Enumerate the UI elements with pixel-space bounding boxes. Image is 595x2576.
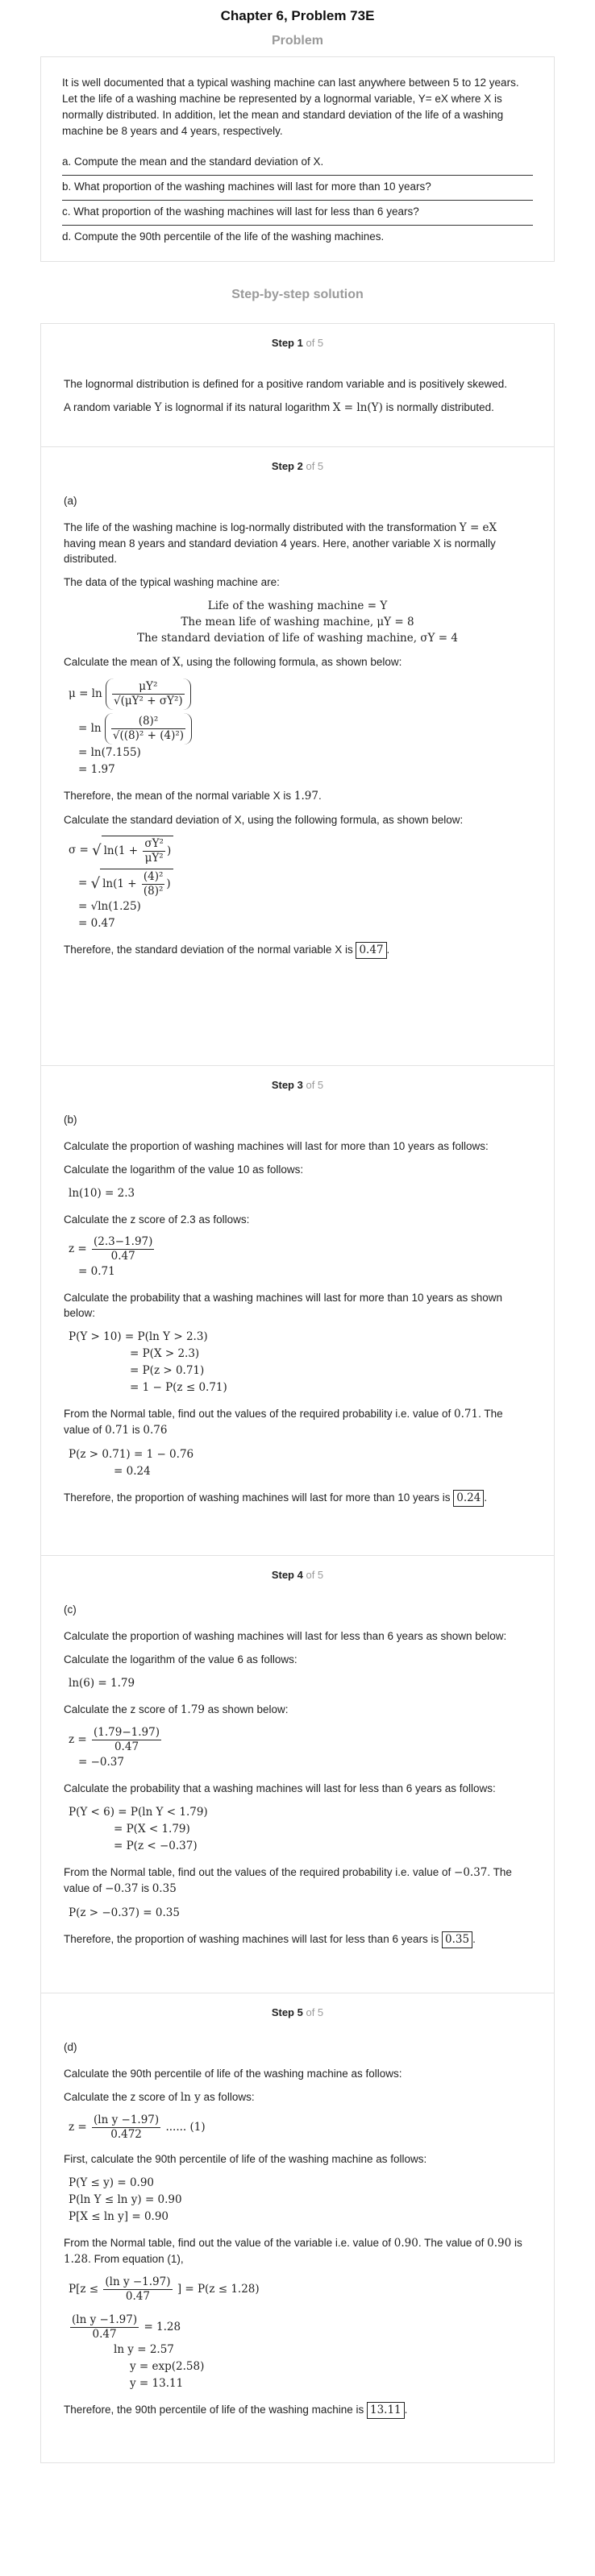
step-number: Step 2 [271,460,303,472]
step-number: Step 1 [271,337,303,349]
chapter-title: Chapter 6, Problem 73E [220,8,375,23]
probability-equation: P(Y > 10) = P(ln Y > 2.3) = P(X > 2.3) = P(z > 0.71) = 1 − P(z ≤ 0.71) [69,1330,227,1394]
data-list [64,598,531,646]
step-of: of 5 [306,337,324,349]
step-text: From the Normal table, find out the values of the required probability i.e. value of −0.37. The value of −0.37 is 0.35 [64,1866,512,1895]
data-item: The mean life of washing machine, μY = 8 [181,616,414,628]
answer-box: 13.11 [367,2402,405,2419]
solution-label: Step-by-step solution [231,288,364,301]
answer-box: 0.35 [442,1931,472,1948]
data-item: The standard deviation of life of washing machine, σY = 4 [137,632,458,645]
step-text: Therefore, the proportion of washing machines will last for less than 6 years is 0.35 . [64,1931,531,1948]
bracket-equation: P[z ≤ $\frac{\text{(ln y −1.97)}}{0.47}$ ] = P(z ≤ 1.28) [69,2275,260,2303]
step-text: Calculate the logarithm of the value 6 as follows: [64,1653,298,1665]
step-text: Calculate the probability that a washing machines will last for less than 6 years as follows: [64,1782,496,1794]
log-equation: ln(10) = 2.3 [69,1187,135,1200]
step-text: A random variable Y is lognormal if its natural logarithm X = ln(Y) is normally distributed. [64,401,494,414]
answer-box: 0.24 [453,1490,484,1507]
step-text: Calculate the z score of ln y as follows: [64,2091,255,2104]
step-number: Step 4 [271,1569,303,1581]
step-header [64,447,531,488]
problem-box [40,56,555,262]
step-text: Therefore, the 90th percentile of life of the washing machine is 13.11 . [64,2402,531,2419]
result-equation: P(z > 0.71) = 1 − 0.76 = 0.24 [69,1448,194,1478]
step-of: of 5 [306,2006,324,2018]
step-text: Calculate the 90th percentile of life of the washing machine as follows: [64,2068,402,2080]
percentile-equation: P(Y ≤ y) = 0.90 P(ln Y ≤ ln y) = 0.90 P[X ≤ ln y] = 0.90 [69,2176,182,2223]
step-text: The lognormal distribution is defined for a positive random variable and is positively skewed. [64,378,508,390]
mean-equation: μ = ln $\frac{\text{μY²}}{\text{√(μY² + σY²)}}$ = ln $\frac{\text{(8)²}}{\text{√((8)² + (4)²)}}$ = ln(7.155) = 1.97 [69,678,531,778]
step-header [64,1066,531,1107]
step-number: Step 3 [271,1079,303,1091]
step-text: Calculate the z score of 2.3 as follows: [64,1213,250,1226]
step-of: of 5 [306,1079,324,1091]
step-text: First, calculate the 90th percentile of life of the washing machine as follows: [64,2153,427,2165]
problem-item-b: b. What proportion of the washing machines will last for more than 10 years? [62,176,533,201]
step-1 [41,324,554,447]
step-text: The data of the typical washing machine are: [64,576,280,588]
step-header [64,324,531,365]
step-text: Therefore, the mean of the normal variable X is 1.97. [64,790,322,803]
step-text: Therefore, the proportion of washing machines will last for more than 10 years is 0.24 . [64,1490,531,1507]
solve-equation: $\frac{\text{(ln y −1.97)}}{0.47}$ = 1.28 ln y = 2.57 y = exp(2.58) y = 13.11 [72,2313,205,2390]
step-text: Calculate the z score of 1.79 as shown below: [64,1703,289,1716]
z-equation: z = $\frac{\text{(ln y −1.97)}}{0.472}$ ...... (1) [69,2113,206,2141]
z-equation: z = $\frac{(2.3-1.97)}{0.47}$ = 0.71 [69,1235,153,1278]
result-equation: P(z > −0.37) = 0.35 [69,1906,180,1919]
answer-box: 0.47 [356,942,386,959]
log-equation: ln(6) = 1.79 [69,1677,135,1690]
probability-equation: P(Y < 6) = P(ln Y < 1.79) = P(X < 1.79) = P(z < −0.37) [69,1806,208,1852]
step-3 [41,1066,554,1556]
problem-label: Problem [271,34,323,48]
step-header [64,1556,531,1597]
step-text: Calculate the standard deviation of X, using the following formula, as shown below: [64,814,464,826]
data-item: Life of the washing machine = Y [207,599,388,612]
z-equation: z = $\frac{(1.79-1.97)}{0.47}$ = −0.37 [69,1726,160,1769]
step-text: Calculate the proportion of washing machines will last for less than 6 years as shown below: [64,1630,507,1642]
step-header [64,1993,531,2035]
step-text: Therefore, the standard deviation of the normal variable X is 0.47 . [64,942,531,959]
sd-equation: σ = √ ln(1 + $\frac{\text{σY²}}{\text{μY²}}$ ) = √ ln(1 + $\frac{\text{(4)²}}{\text{(8)²}}$ ) = √ln(1.25) = 0.47 [69,836,531,932]
part-label: (b) [64,1114,77,1126]
step-2 [41,447,554,1066]
part-label: (a) [64,495,77,507]
step-4 [41,1556,554,1993]
part-label: (d) [64,2041,77,2053]
step-text: From the Normal table, find out the value of the variable i.e. value of 0.90. The value of 0.90 is 1.28. From equation (1), [64,2237,522,2266]
step-text: Calculate the mean of X, using the following formula, as shown below: [64,656,402,669]
step-number: Step 5 [271,2006,303,2018]
step-of: of 5 [306,460,324,472]
step-5 [41,1993,554,2462]
step-text: The life of the washing machine is log-normally distributed with the transformation Y = eX having mean 8 years and standard deviation 4 years. Here, another variable X is normally distributed. [64,521,497,565]
problem-text: It is well documented that a typical washing machine can last anywhere between 5 to 12 years. Let the life of a washing machine be represented by a lognormal variable, Y= eX where X is normally distributed. In addition, let the mean and standard deviation of the life of a washing machine be 8 years and 4 years, respectively. [62,77,519,137]
problem-item-c: c. What proportion of the washing machines will last for less than 6 years? [62,201,533,226]
step-text: Calculate the logarithm of the value 10 as follows: [64,1164,304,1176]
problem-item-d: d. Compute the 90th percentile of the life of the washing machines. [62,230,385,243]
step-text: Calculate the probability that a washing machines will last for more than 10 years as shown below: [64,1292,503,1319]
step-of: of 5 [306,1569,324,1581]
step-text: Calculate the proportion of washing machines will last for more than 10 years as follows: [64,1140,489,1152]
steps-container [40,323,555,2463]
problem-item-a: a. Compute the mean and the standard deviation of X. [62,151,533,176]
part-label: (c) [64,1603,77,1616]
step-text: From the Normal table, find out the values of the required probability i.e. value of 0.71. The value of 0.71 is 0.76 [64,1408,503,1437]
